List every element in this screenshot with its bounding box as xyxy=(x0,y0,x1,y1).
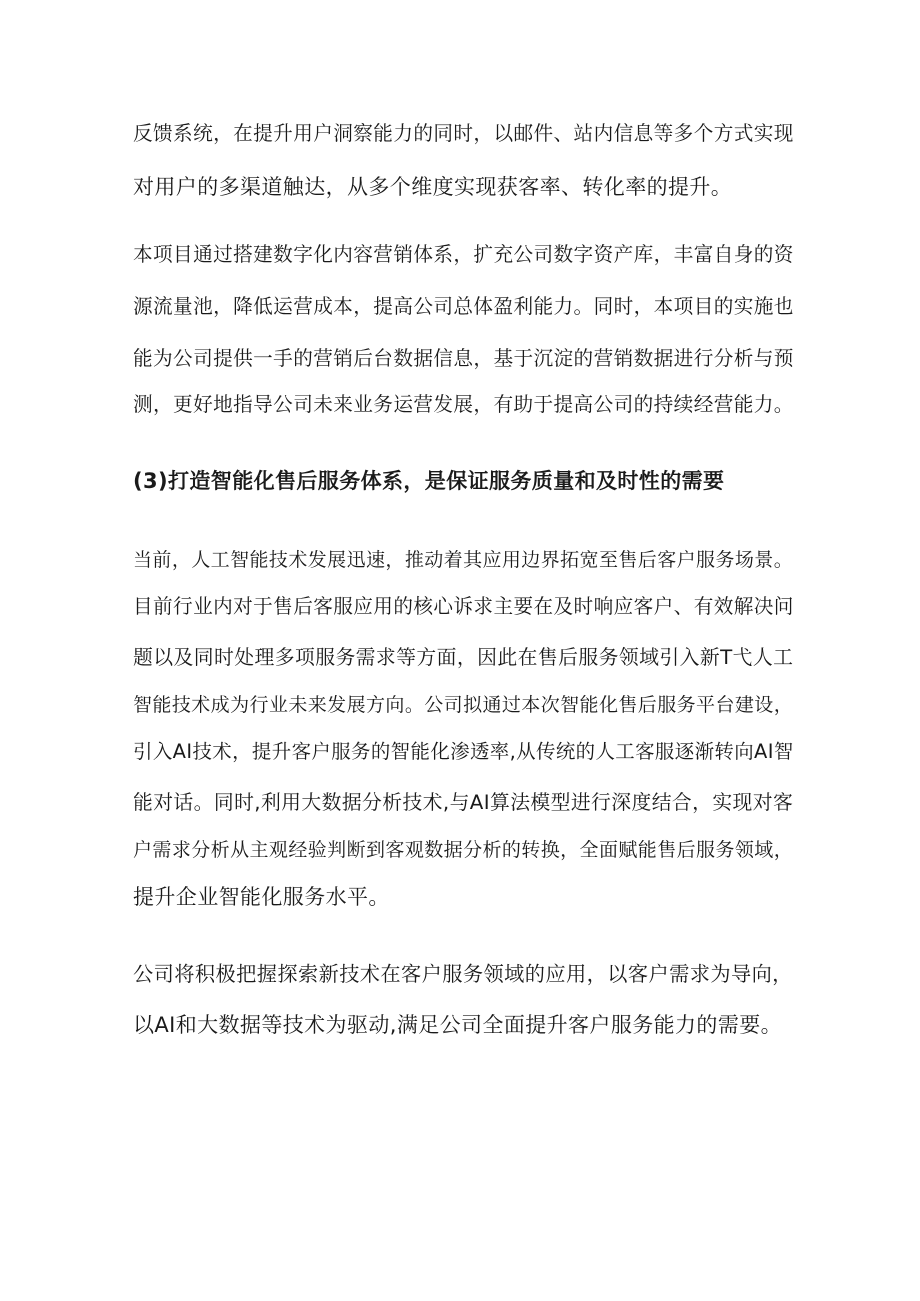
paragraph-3-line-7: 户需求分析从主观经验判断到客观数据分析的转换，全面赋能售后服务领域， xyxy=(133,839,794,861)
paragraph-4-line-2: 以AI和大数据等技术为驱动,满足公司全面提升客户服务能力的需要。 xyxy=(133,1013,783,1037)
paragraph-3-line-8: 提升企业智能化服务水平。 xyxy=(133,885,390,909)
paragraph-4-line-1: 公司将积极把握探索新技术在客户服务领域的应用，以客户需求为导向， xyxy=(133,962,793,986)
paragraph-2-line-4: 测，更好地指导公司未来业务运营发展，有助于提高公司的持续经营能力。 xyxy=(133,393,794,416)
paragraph-2-line-2: 源流量池，降低运营成本，提高公司总体盈利能力。同时，本项目的实施也 xyxy=(133,295,794,318)
paragraph-1-line-1: 反馈系统，在提升用户洞察能力的同时，以邮件、站内信息等多个方式实现 xyxy=(133,122,794,145)
paragraph-1-line-2: 对用户的多渠道触达，从多个维度实现获客率、转化率的提升。 xyxy=(133,175,733,199)
paragraph-3-line-2: 目前行业内对于售后客服应用的核心诉求主要在及时响应客户、有效解决问 xyxy=(133,595,794,618)
paragraph-3-line-1: 当前，人工智能技术发展迅速，推动着其应用边界拓宽至售后客户服务场景。 xyxy=(133,549,794,571)
paragraph-3-line-3: 题以及同时处理多项服务需求等方面，因此在售后服务领域引入新T弋人工 xyxy=(133,646,794,669)
paragraph-3-line-6: 能对话。同时,利用大数据分析技术,与AI算法模型进行深度结合，实现对客 xyxy=(133,791,794,814)
paragraph-2-line-1: 本项目通过搭建数字化内容营销体系，扩充公司数字资产库，丰富自身的资 xyxy=(133,243,794,266)
paragraph-3-line-5: 引入AI技术，提升客户服务的智能化渗透率,从传统的人工客服逐渐转向AI智 xyxy=(133,740,794,763)
paragraph-3-line-4: 智能技术成为行业未来发展方向。公司拟通过本次智能化售后服务平台建设， xyxy=(133,694,794,716)
section-heading: (3)打造智能化售后服务体系，是保证服务质量和及时性的需要 xyxy=(133,469,725,493)
paragraph-2-line-3: 能为公司提供一手的营销后台数据信息，基于沉淀的营销数据进行分析与预 xyxy=(133,347,794,370)
